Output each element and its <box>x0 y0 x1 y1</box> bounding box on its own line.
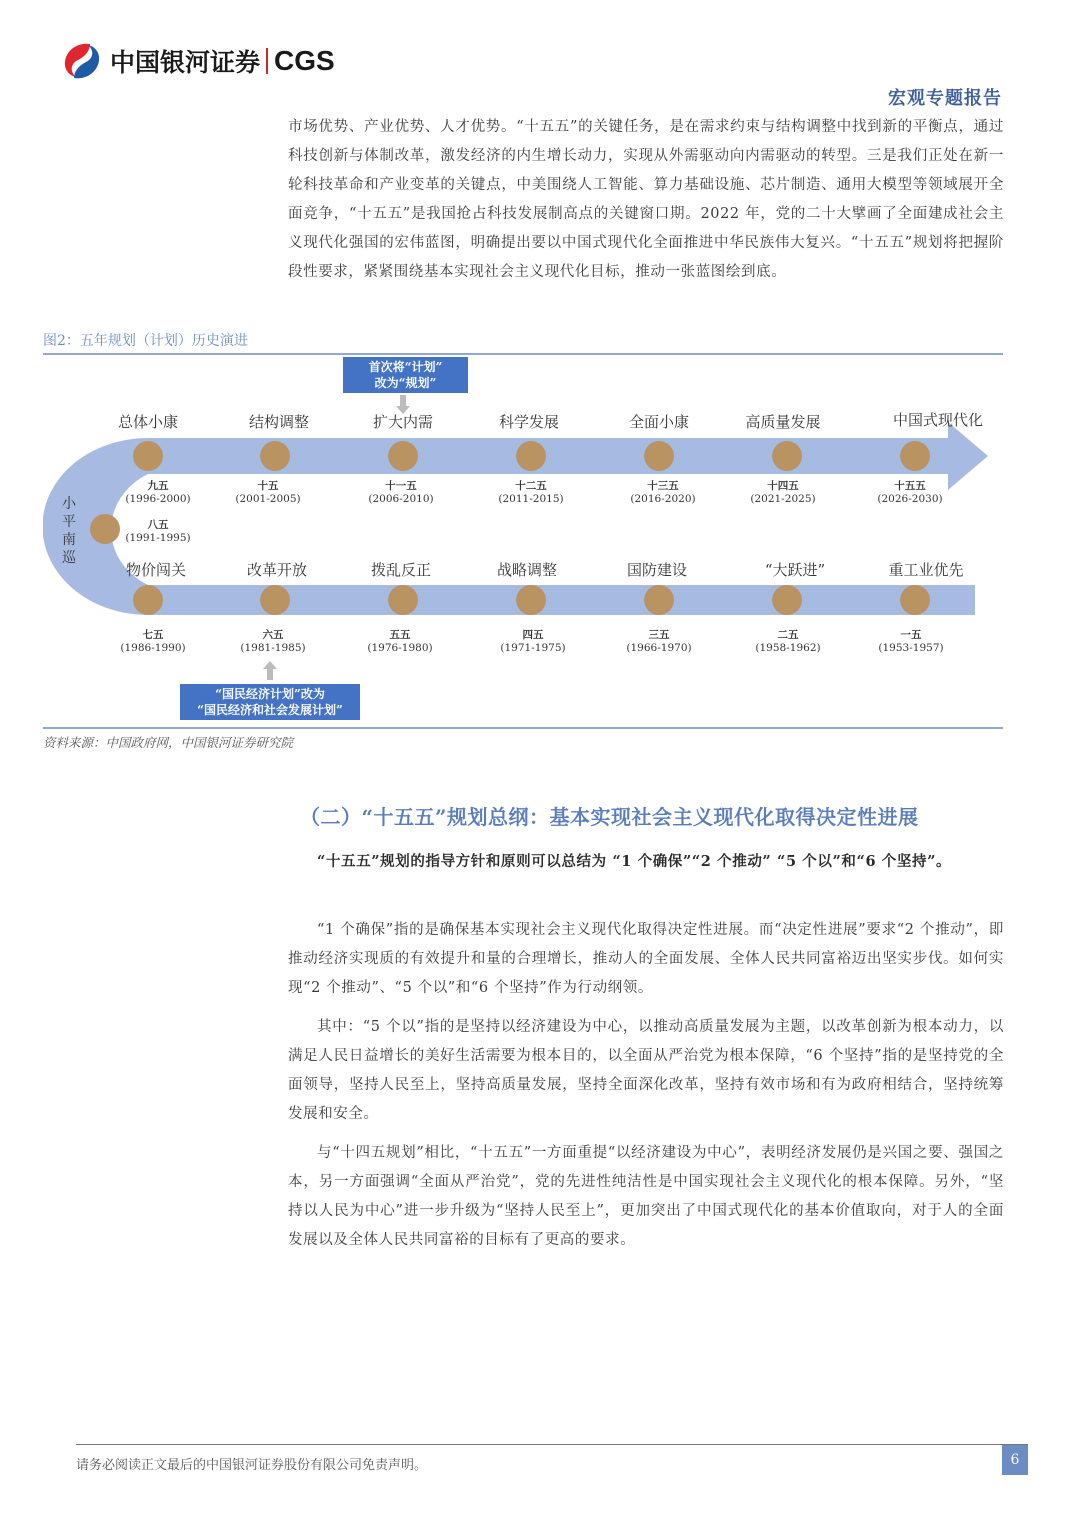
section-paragraph: 与“十四五规划”相比，“十五五”一方面重提“以经济建设为中心”，表明经济发展仍是兴国之要、强国之本，另一方面强调“全面从严治党”，党的先进性纯洁性是中国实现社会主义现代化的根本保障。另外，“坚持以人民为中心”进一步升级为“坚持人民至上”，更加突出了中国式现代化的基本价值取向，对于人的全面发展以及全体人民共同富裕的目标有了更高的要求。 <box>288 1145 1004 1248</box>
section-lead: “十五五”规划的指导方针和原则可以总结为 “1 个确保”“2 个推动” “5 个以”和“6 个坚持”。 <box>317 853 952 870</box>
plan-label: 三五 (1966-1970) <box>626 629 692 654</box>
plan-label: 七五 (1986-1990) <box>120 629 186 654</box>
plan-label: 五五 (1976-1980) <box>367 629 433 654</box>
timeline-dot <box>644 441 674 471</box>
note-plan-to-guideline: 首次将“计划” 改为“规划” <box>343 357 468 393</box>
figure-bottom-rule <box>43 727 1003 729</box>
timeline-dot <box>772 585 802 615</box>
timeline-dot <box>772 441 802 471</box>
vertical-label: 小平南巡 <box>62 496 76 566</box>
theme-label: 改革开放 <box>246 561 308 579</box>
plan-label: 六五 (1981-1985) <box>240 629 306 654</box>
plan-label: 一五 (1953-1957) <box>878 629 944 654</box>
plan-label: 十二五 (2011-2015) <box>498 480 564 505</box>
intro-paragraph: 市场优势、产业优势、人才优势。“十五五”的关键任务，是在需求约束与结构调整中找到新的平衡点，通过科技创新与体制改革，激发经济的内生增长动力，实现从外需驱动向内需驱动的转型。三是我们正处在新一轮科技革命和产业变革的关键点，中美围绕人工智能、算力基础设施、芯片制造、通用大模型等领域展开全面竞争，“十五五”是我国抢占科技发展制高点的关键窗口期。2022 年，党的二十大擘画了全面建成社会主义现代化强国的宏伟蓝图，明确提出要以中国式现代化全面推进中华民族伟大复兴。“十五五”规划将把握阶段性要求，紧紧围绕基本实现社会主义现代化目标，推动一张蓝图绘到底。 <box>288 119 1004 280</box>
theme-label: 中国式现代化 <box>892 411 984 429</box>
five-year-plan-timeline <box>43 355 1003 727</box>
timeline-dot <box>260 585 290 615</box>
footer-rule <box>76 1444 1028 1445</box>
figure-source: 资料来源：中国政府网，中国银河证券研究院 <box>43 735 294 750</box>
plan-label: 十五五 (2026-2030) <box>877 480 943 505</box>
section-paragraph: “1 个确保”指的是确保基本实现社会主义现代化取得决定性进展。而“决定性进展”要求“2 个推动”，即推动经济实现质的有效提升和量的合理增长，推动人的全面发展、全体人民共同富裕迈出坚实步伐。如何实现“2 个推动”、“5 个以”和“6 个坚持”作为行动纲领。 <box>288 922 1004 996</box>
page-number: 6 <box>1002 1445 1028 1475</box>
section-heading: （二）“十五五”规划总纲：基本实现社会主义现代化取得决定性进展 <box>300 805 919 829</box>
theme-label: 结构调整 <box>248 413 310 431</box>
theme-label: 物价闯关 <box>125 561 187 579</box>
brand-logo <box>60 40 335 82</box>
brand-separator <box>266 48 268 74</box>
theme-label: 重工业优先 <box>888 561 964 579</box>
theme-label: 高质量发展 <box>745 413 821 431</box>
brand-name-en: CGS <box>274 45 335 76</box>
plan-label: 十一五 (2006-2010) <box>368 480 434 505</box>
plan-label: 十四五 (2021-2025) <box>750 480 816 505</box>
plan-label: 十三五 (2016-2020) <box>630 480 696 505</box>
plan-label: 八五 (1991-1995) <box>125 519 191 544</box>
note-economic-plan-renamed: “国民经济计划”改为 “国民经济和社会发展计划” <box>180 684 360 720</box>
plan-label: 九五 (1996-2000) <box>125 480 191 505</box>
section-paragraph: 其中：“5 个以”指的是坚持以经济建设为中心，以推动高质量发展为主题，以改革创新为根本动力，以满足人民日益增长的美好生活需要为根本目的，以全面从严治党为根本保障，“6 个坚持”指的是坚持党的全面领导，坚持人民至上，坚持高质量发展，坚持全面深化改革，坚持有效市场和有为政府相结合，坚持统筹发展和安全。 <box>288 1019 1004 1122</box>
theme-label: 战略调整 <box>496 561 558 579</box>
timeline-dot <box>516 585 546 615</box>
theme-label: 扩大内需 <box>372 413 434 431</box>
plan-label: 四五 (1971-1975) <box>500 629 566 654</box>
theme-label: “大跃进” <box>764 561 826 579</box>
theme-label: 总体小康 <box>117 413 179 431</box>
timeline-dot <box>644 585 674 615</box>
footer-disclaimer: 请务必阅读正文最后的中国银河证券股份有限公司免责声明。 <box>76 1458 428 1473</box>
timeline-dot <box>133 585 163 615</box>
theme-label: 科学发展 <box>498 413 560 431</box>
timeline-dot <box>388 441 418 471</box>
timeline-dot <box>900 585 930 615</box>
figure-title: 图2：五年规划（计划）历史演进 <box>43 333 248 349</box>
theme-label: 拨乱反正 <box>370 561 432 579</box>
cgs-logo-icon <box>60 40 104 82</box>
brand-name-cn: 中国银河证券 <box>110 48 261 77</box>
timeline-dot <box>260 441 290 471</box>
arrow-up-icon <box>262 661 278 681</box>
plan-label: 十五 (2001-2005) <box>235 480 301 505</box>
plan-label: 二五 (1958-1962) <box>755 629 821 654</box>
theme-label: 国防建设 <box>626 561 688 579</box>
timeline-dot <box>900 441 930 471</box>
timeline-dot <box>133 441 163 471</box>
timeline-dot <box>90 514 120 544</box>
timeline-dot <box>516 441 546 471</box>
report-type: 宏观专题报告 <box>888 88 1002 109</box>
timeline-dot <box>388 585 418 615</box>
theme-label: 全面小康 <box>628 413 690 431</box>
